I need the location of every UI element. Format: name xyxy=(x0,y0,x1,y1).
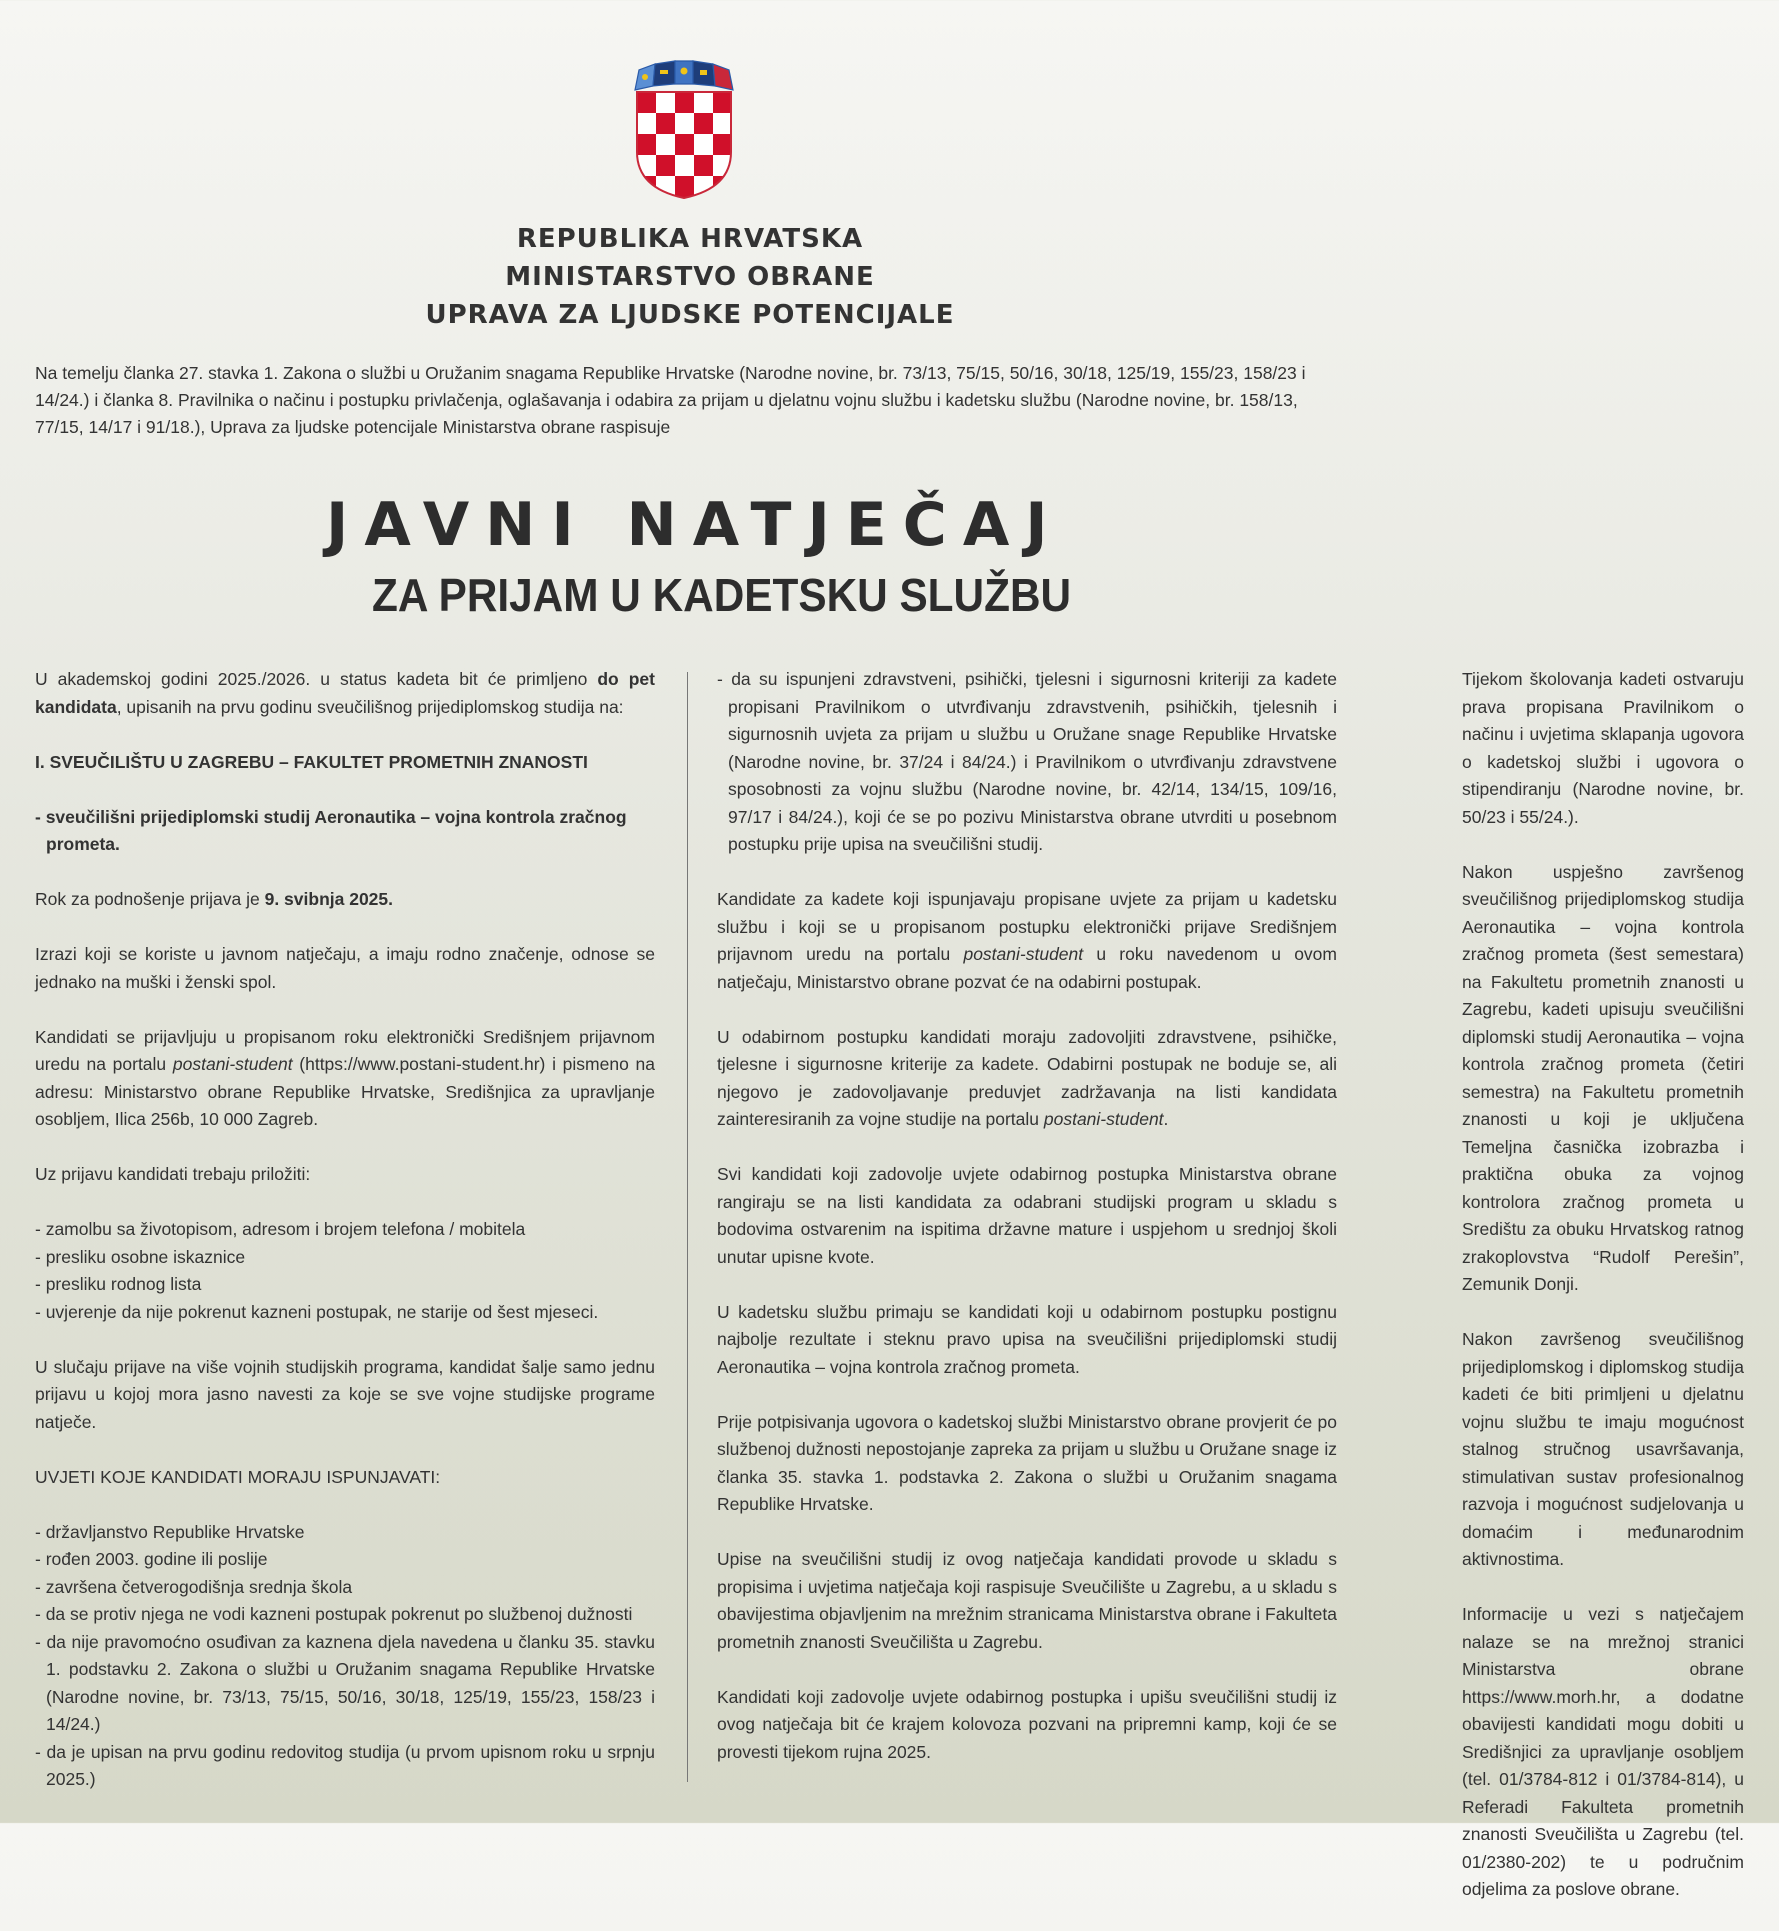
criteria-list xyxy=(717,666,1337,859)
column-divider xyxy=(687,672,688,1782)
selection-paragraph: U odabirnom postupku kandidati moraju zadovoljiti zdravstvene, psihičke, tjelesne i sigurnosne kriterije za kadete. Odabirni postupak ne boduje se, ali njegovo je zadovoljavanje preduvjet zadržavanja na listi kandidata zainteresiranih za vojne studije na portalu postani-student. xyxy=(717,1026,1337,1129)
rights-paragraph: Tijekom školovanja kadeti ostvaruju prava propisana Pravilnikom o načinu i uvjetima sklapanja ugovora o kadetskoj službi i ugovora o stipendiranju (Narodne novine, br. 50/23 i 55/24.). xyxy=(1462,669,1744,827)
notice-subtitle: ZA PRIJAM U KADETSKU SLUŽBU xyxy=(372,569,1072,621)
list-item: - uvjerenje da nije pokrenut kazneni postupak, ne starije od šest mjeseci. xyxy=(35,1299,655,1327)
ranking-paragraph: Svi kandidati koji zadovolje uvjete odabirnog postupka Ministarstva obrane rangiraju se na listi kandidata za odabrani studijski program u skladu s bodovima ostvarenim na ispitima državne mature i uspjehom u srednjoj školi unutar upisne kvote. xyxy=(717,1164,1337,1267)
intro-paragraph: Na temelju članka 27. stavka 1. Zakona o službi u Oružanim snagama Republike Hrvatske (Narodne novine, br. 73/13, 75/15, 50/16, 30/18, 125/19, 155/23, 158/23 i 14/24.) i članka 8. Pravilnika o načinu i postupku privlačenja, oglašavanja i odabira za prijam u djelatnu vojnu službu i kadetsku službu (Narodne novine, br. 158/13, 77/15, 14/17 i 91/18.), Uprava za ljudske potencijale Ministarstva obrane raspisuje xyxy=(35,363,1306,437)
gender-note: Izrazi koji se koriste u javnom natječaju, a imaju rodno značenje, odnose se jednako na muški i ženski spol. xyxy=(35,944,655,992)
header-directorate: UPRAVA ZA LJUDSKE POTENCIJALE xyxy=(425,300,955,330)
header-ministry: MINISTARSTVO OBRANE xyxy=(505,262,875,292)
contract-check-paragraph: Prije potpisivanja ugovora o kadetskoj službi Ministarstvo obrane provjerit će po službenoj dužnosti nepostojanje zapreka za prijam u službu u Oružane snage iz članka 35. stavka 1. podstavka 2. Zakona o službi u Oružanim snagama Republike Hrvatske. xyxy=(717,1411,1337,1514)
list-item: - da nije pravomoćno osuđivan za kaznena djela navedena u članku 35. stavku 1. podstavku 2. Zakona o službi u Oružanim snagama Republike Hrvatske (Narodne novine, br. 73/13, 75/15, 50/16, 30/18, 125/19, 155/23, 158/23 i 14/24.) xyxy=(35,1629,655,1739)
list-item: - presliku osobne iskaznice xyxy=(35,1244,655,1272)
list-item: - presliku rodnog lista xyxy=(35,1271,655,1299)
deadline-paragraph: Rok za podnošenje prijava je 9. svibnja 2025. xyxy=(35,889,394,909)
intake-paragraph: U akademskoj godini 2025./2026. u status kadeta bit će primljeno do pet kandidata, upisanih na prvu godinu sveučilišnog prijediplomskog studija na: xyxy=(35,669,655,717)
attachments-list xyxy=(35,1216,655,1326)
camp-paragraph: Kandidati koji zadovolje uvjete odabirnog postupka i upišu sveučilišni studij iz ovog natječaja bit će krajem kolovoza pozvani na pripremni kamp, koji će se provesti tijekom rujna 2025. xyxy=(717,1686,1337,1762)
notice-title: JAVNI NATJEČAJ xyxy=(326,490,1064,560)
list-item: - da je upisan na prvu godinu redovitog studija (u prvom upisnom roku u srpnju 2025.) xyxy=(35,1739,655,1794)
study-program: - sveučilišni prijediplomski studij Aeronautika – vojna kontrola zračnog prometa. xyxy=(35,804,655,859)
column-middle xyxy=(717,666,1337,1794)
attachments-title: Uz prijavu kandidati trebaju priložiti: xyxy=(35,1164,311,1184)
career-paragraph: Nakon završenog sveučilišnog prijediplomskog i diplomskog studija kadeti će biti primljeni u djelatnu vojnu službu te imaju mogućnost stalnog stručnog usavršavanja, stimulativan sustav profesionalnog razvoja i mogućnost sudjelovanja u domaćim i međunarodnim aktivnostima. xyxy=(1462,1329,1744,1569)
column-left xyxy=(35,666,655,1821)
list-item: - rođen 2003. godine ili poslije xyxy=(35,1546,655,1574)
university-heading: I. SVEUČILIŠTU U ZAGREBU – FAKULTET PROMETNIH ZNANOSTI xyxy=(35,751,588,772)
list-item: - da su ispunjeni zdravstveni, psihički, tjelesni i sigurnosni kriteriji za kadete propisani Pravilnikom o utvrđivanju zdravstvenih, psihičkih, tjelesnih i sigurnosnih uvjeta za prijam u službu u Oružane snage Republike Hrvatske (Narodne novine, br. 37/24 i 84/24.) i Pravilnikom o utvrđivanju zdravstvene sposobnosti za vojnu službu (Narodne novine, br. 42/14, 134/15, 109/16, 97/17 i 84/24.), koji će se po pozivu Ministarstva obrane utvrditi u posebnom postupku prije upisa na sveučilišni studij. xyxy=(717,666,1337,859)
list-item: - završena četverogodišnja srednja škola xyxy=(35,1574,655,1602)
enrollment-paragraph: Upise na sveučilišni studij iz ovog natječaja kandidati provode u skladu s propisima i uvjetima natječaja koji raspisuje Sveučilište u Zagrebu, a u skladu s obavijestima objavljenim na mrežnim stranicama Ministarstva obrane i Fakulteta prometnih znanosti Sveučilišta u Zagrebu. xyxy=(717,1549,1337,1652)
information-paragraph: Informacije u vezi s natječajem nalaze se na mrežnoj stranici Ministarstva obrane https://www.morh.hr, a dodatne obavijesti kandidati mogu dobiti u Središnjici za upravljanje osobljem (tel. 01/3784-812 i 01/3784-814), u Referadi Fakulteta prometnih znanosti Sveučilišta u Zagrebu (tel. 01/2380-202) te u područnim odjelima za poslove obrane. xyxy=(1462,1604,1744,1899)
conditions-title: UVJETI KOJE KANDIDATI MORAJU ISPUNJAVATI: xyxy=(35,1466,441,1487)
list-item: - zamolbu sa životopisom, adresom i brojem telefona / mobitela xyxy=(35,1216,655,1244)
coat-of-arms-icon xyxy=(629,60,739,200)
application-paragraph: Kandidati se prijavljuju u propisanom roku elektronički Središnjem prijavnom uredu na portalu postani-student (https://www.postani-student.hr) i pismeno na adresu: Ministarstvo obrane Republike Hrvatske, Središnjica za upravljanje osobljem, Ilica 256b, 10 000 Zagreb. xyxy=(35,1026,655,1129)
header-country: REPUBLIKA HRVATSKA xyxy=(516,224,864,254)
column-right xyxy=(1462,666,1744,1931)
multiple-applications-note: U slučaju prijave na više vojnih studijskih programa, kandidat šalje samo jednu prijavu u kojoj mora jasno navesti za koje se sve vojne studijske programe natječe. xyxy=(35,1356,655,1432)
graduate-study-paragraph: Nakon uspješno završenog sveučilišnog prijediplomskog studija Aeronautika – vojna kontrola zračnog prometa (šest semestara) na Fakultetu prometnih znanosti u Zagrebu, kadeti upisuju sveučilišni diplomski studij Aeronautika – vojna kontrola zračnog prometa (četiri semestra) na Fakultetu prometnih znanosti u koji je uključena Temeljna časnička izobrazba i praktična obuka za vojnog kontrolora zračnog prometa u Središtu za obuku Hrvatskog ratnog zrakoplovstva “Rudolf Perešin”, Zemunik Donji. xyxy=(1462,861,1744,1294)
list-item: - da se protiv njega ne vodi kazneni postupak pokrenut po službenoj dužnosti xyxy=(35,1601,655,1629)
conditions-list xyxy=(35,1519,655,1794)
invitation-paragraph: Kandidate za kadete koji ispunjavaju propisane uvjete za prijam u kadetsku službu i koji se u propisanom postupku elektronički prijave Središnjem prijavnom uredu na portalu postani-student u roku navedenom u ovom natječaju, Ministarstvo obrane pozvat će na odabirni postupak. xyxy=(717,889,1337,992)
admission-paragraph: U kadetsku službu primaju se kandidati koji u odabirnom postupku postignu najbolje rezultate i steknu pravo upisa na sveučilišni prijediplomski studij Aeronautika – vojna kontrola zračnog prometa. xyxy=(717,1301,1337,1377)
list-item: - državljanstvo Republike Hrvatske xyxy=(35,1519,655,1547)
